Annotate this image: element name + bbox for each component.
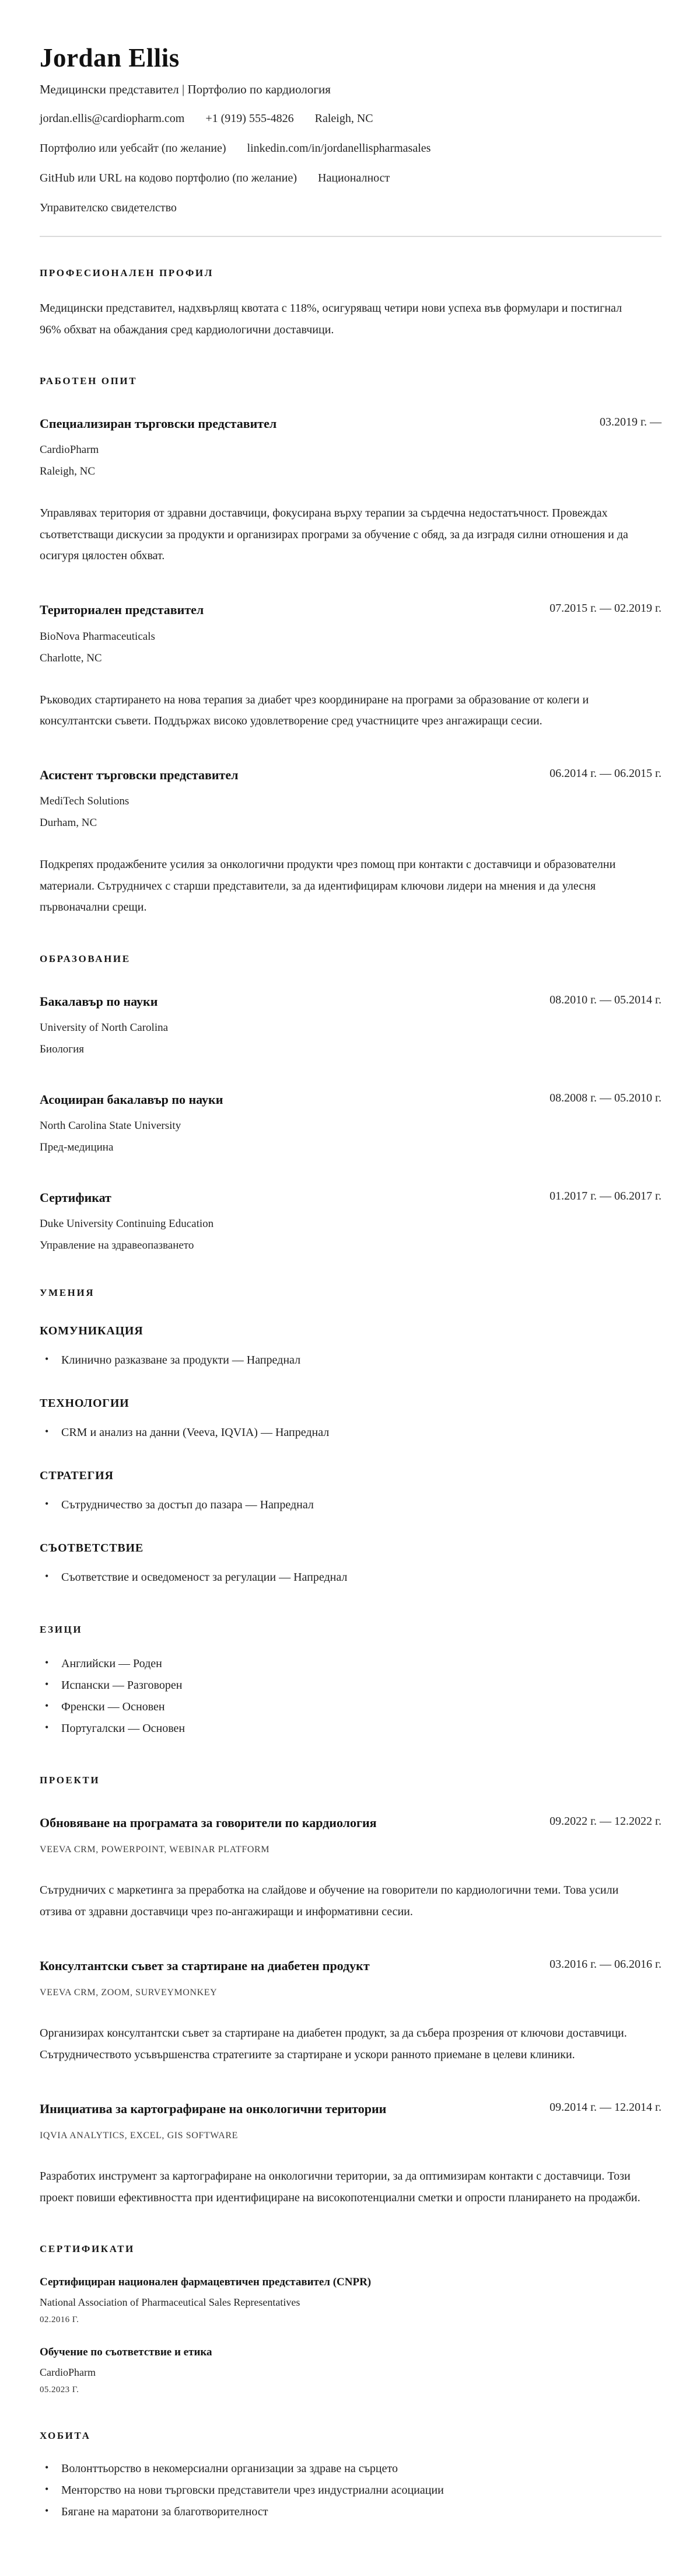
certification-date: 05.2023 Г. bbox=[40, 2385, 79, 2394]
job-entry bbox=[40, 765, 662, 918]
job-entry bbox=[40, 600, 662, 731]
education-entry bbox=[40, 1188, 662, 1252]
section-hobbies bbox=[40, 2430, 662, 2523]
job-location: Durham, NC bbox=[40, 817, 97, 829]
job-company: MediTech Solutions bbox=[40, 795, 130, 808]
education-dates: 08.2010 г. — 05.2014 г. bbox=[550, 993, 662, 1006]
section-profile bbox=[40, 267, 662, 340]
education-school: North Carolina State University bbox=[40, 1119, 181, 1132]
project-dates: 09.2014 г. — 12.2014 г. bbox=[550, 2101, 662, 2114]
hobby-item: • Бягане на маратони за благотворителност bbox=[40, 2501, 662, 2523]
job-description: Управлявах територия от здравни доставчици, фокусирана върху терапии за сърдечна недостатъчност. Провеждах съответстващи дискусии за продукти и организирах програми за обучение с обяд, за да изградя силни отношения и да осигуря цялостен обхват. bbox=[40, 507, 628, 563]
project-tools: IQVIA ANALYTICS, EXCEL, GIS SOFTWARE bbox=[40, 2131, 238, 2141]
education-school: University of North Carolina bbox=[40, 1021, 169, 1034]
section-heading-projects: ПРОЕКТИ bbox=[40, 1775, 100, 1786]
language-item: • Английски — Роден bbox=[40, 1653, 662, 1675]
contact-row bbox=[40, 112, 662, 126]
section-certifications bbox=[40, 2243, 662, 2395]
certification-title: Сертифициран национален фармацевтичен представител (CNPR) bbox=[40, 2275, 372, 2288]
contact-github-label: GitHub или URL на кодово портфолио (по желание) bbox=[40, 172, 297, 185]
hobby-list bbox=[40, 2458, 662, 2523]
education-entry bbox=[40, 1090, 662, 1154]
skill-group-strategy bbox=[40, 1469, 662, 1516]
language-item: • Испански — Разговорен bbox=[40, 1675, 662, 1696]
job-title: Специализиран търговски представител bbox=[40, 416, 277, 431]
contact-portfolio-label: Портфолио или уебсайт (по желание) bbox=[40, 142, 226, 155]
job-location: Raleigh, NC bbox=[40, 465, 95, 478]
certification-date: 02.2016 Г. bbox=[40, 2314, 79, 2324]
section-heading-experience: РАБОТЕН ОПИТ bbox=[40, 375, 138, 387]
education-dates: 01.2017 г. — 06.2017 г. bbox=[550, 1189, 662, 1202]
job-entry bbox=[40, 414, 662, 566]
job-entry-head bbox=[40, 765, 662, 785]
skill-group-compliance bbox=[40, 1542, 662, 1588]
certification-entry bbox=[40, 2276, 662, 2325]
section-education bbox=[40, 953, 662, 1252]
contact-row bbox=[40, 201, 662, 215]
skill-group-technologies bbox=[40, 1397, 662, 1444]
project-description: Организирах консултантски съвет за стартиране на диабетен продукт, за да събера прозрения от ключови доставчици. Сътрудничеството усъвършенства стратегиите за стартиране и ускори ранното приемане в целеви клиники. bbox=[40, 2027, 627, 2061]
project-description: Сътрудничих с маркетинга за преработка на слайдове и обучение на говорители по кардиологични теми. Това усили отзива от здравни доставчици чрез по-ангажиращи и информативни сесии. bbox=[40, 1884, 619, 1918]
contact-email: jordan.ellis@cardiopharm.com bbox=[40, 112, 185, 126]
contact-location: Raleigh, NC bbox=[314, 112, 373, 126]
job-company: BioNova Pharmaceuticals bbox=[40, 630, 155, 643]
project-dates: 03.2016 г. — 06.2016 г. bbox=[550, 1958, 662, 1971]
certification-org: National Association of Pharmaceutical Sales Representatives bbox=[40, 2296, 300, 2308]
job-entry-head bbox=[40, 414, 662, 434]
certification-org: CardioPharm bbox=[40, 2366, 96, 2378]
project-entry bbox=[40, 1956, 662, 2065]
project-title: Инициатива за картографиране на онкологични територии bbox=[40, 2101, 387, 2117]
education-field: Управление на здравеопазването bbox=[40, 1239, 194, 1252]
project-dates: 09.2022 г. — 12.2022 г. bbox=[550, 1815, 662, 1828]
skill-group-name: СЪОТВЕТСТВИЕ bbox=[40, 1542, 144, 1555]
project-tools: VEEVA CRM, ZOOM, SURVEYMONKEY bbox=[40, 1988, 218, 1998]
skill-group-name: КОМУНИКАЦИЯ bbox=[40, 1324, 144, 1337]
section-heading-languages: ЕЗИЦИ bbox=[40, 1623, 83, 1635]
contact-row bbox=[40, 142, 662, 155]
project-description: Разработих инструмент за картографиране на онкологични територии, за да оптимизирам контакти с доставчици. Този проект повиши ефективността при идентифициране на високопотенциални сметки и опрости планирането на продажби. bbox=[40, 2170, 640, 2204]
project-entry-head bbox=[40, 1813, 662, 1833]
project-tools: VEEVA CRM, POWERPOINT, WEBINAR PLATFORM bbox=[40, 1845, 270, 1855]
education-entry-head bbox=[40, 992, 662, 1012]
section-heading-skills: УМЕНИЯ bbox=[40, 1287, 95, 1298]
contact-row bbox=[40, 172, 662, 185]
project-title: Обновяване на програмата за говорители по кардиология bbox=[40, 1815, 377, 1831]
skill-item: • Сътрудничество за достъп до пазара — Напреднал bbox=[40, 1494, 662, 1516]
education-school: Duke University Continuing Education bbox=[40, 1217, 214, 1230]
header-divider bbox=[40, 236, 662, 237]
skill-item: • Клинично разказване за продукти — Напреднал bbox=[40, 1350, 662, 1371]
job-company: CardioPharm bbox=[40, 444, 99, 456]
skill-list bbox=[40, 1494, 662, 1516]
job-dates: 06.2014 г. — 06.2015 г. bbox=[550, 767, 662, 780]
hobby-item: • Волонттьорство в некомерсиални организации за здраве на сърцето bbox=[40, 2458, 662, 2480]
job-description: Ръководих стартирането на нова терапия за диабет чрез координиране на програми за образование от колеги и консултантски съвети. Поддържах високо удовлетворение сред участниците чрез ангажиращи сесии. bbox=[40, 693, 589, 727]
candidate-headline: Медицински представител | Портфолио по кардиология bbox=[40, 82, 331, 97]
section-projects bbox=[40, 1775, 662, 2208]
section-experience bbox=[40, 375, 662, 918]
skill-list bbox=[40, 1422, 662, 1444]
skill-list bbox=[40, 1350, 662, 1371]
candidate-name: Jordan Ellis bbox=[40, 43, 180, 72]
skill-list bbox=[40, 1567, 662, 1588]
contact-block bbox=[40, 112, 662, 215]
skill-group-name: СТРАТЕГИЯ bbox=[40, 1469, 114, 1483]
skill-item: • CRM и анализ на данни (Veeva, IQVIA) — Напреднал bbox=[40, 1422, 662, 1444]
education-degree: Сертификат bbox=[40, 1190, 111, 1205]
job-description: Подкрепях продажбените усилия за онкологични продукти чрез помощ при контакти с доставчици и образователни материали. Сътрудничех с старши представители, за да идентифицирам ключови лидери на мнения и да улесня първоначални срещи. bbox=[40, 858, 616, 914]
skill-item: • Съответствие и осведоменост за регулации — Напреднал bbox=[40, 1567, 662, 1588]
education-entry-head bbox=[40, 1188, 662, 1208]
education-entry-head bbox=[40, 1090, 662, 1110]
language-list bbox=[40, 1653, 662, 1740]
job-dates: 07.2015 г. — 02.2019 г. bbox=[550, 602, 662, 615]
education-field: Пред-медицина bbox=[40, 1141, 114, 1153]
skill-group-communication bbox=[40, 1324, 662, 1371]
certification-entry bbox=[40, 2346, 662, 2395]
project-entry bbox=[40, 2099, 662, 2208]
profile-text: Медицински представител, надхвърлящ квотата с 118%, осигуряващ четири нови успеха във формулари и постигнал 96% обхват на обаждания сред кардиологични доставчици. bbox=[40, 302, 622, 336]
contact-linkedin: linkedin.com/in/jordanellispharmasales bbox=[247, 142, 431, 155]
section-languages bbox=[40, 1624, 662, 1740]
education-entry bbox=[40, 992, 662, 1056]
section-heading-education: ОБРАЗОВАНИЕ bbox=[40, 953, 131, 964]
job-location: Charlotte, NC bbox=[40, 651, 102, 664]
project-entry bbox=[40, 1813, 662, 1922]
language-item: • Португалски — Основен bbox=[40, 1718, 662, 1740]
section-skills bbox=[40, 1287, 662, 1589]
language-item: • Френски — Основен bbox=[40, 1696, 662, 1718]
job-title: Асистент търговски представител bbox=[40, 768, 239, 783]
education-degree: Асоцииран бакалавър по науки bbox=[40, 1092, 223, 1107]
certification-title: Обучение по съответствие и етика bbox=[40, 2345, 212, 2358]
education-degree: Бакалавър по науки bbox=[40, 994, 158, 1009]
skill-group-name: ТЕХНОЛОГИИ bbox=[40, 1397, 130, 1410]
contact-phone: +1 (919) 555-4826 bbox=[205, 112, 294, 126]
section-heading-hobbies: ХОБИТА bbox=[40, 2429, 91, 2441]
education-dates: 08.2008 г. — 05.2010 г. bbox=[550, 1091, 662, 1104]
job-entry-head bbox=[40, 600, 662, 620]
project-entry-head bbox=[40, 2099, 662, 2119]
contact-nationality-label: Националност bbox=[318, 172, 390, 185]
hobby-item: • Менторство на нови търговски представители чрез индустриални асоциации bbox=[40, 2480, 662, 2501]
contact-driving-license-label: Управителско свидетелство bbox=[40, 201, 177, 215]
job-dates: 03.2019 г. — bbox=[600, 416, 662, 429]
project-entry-head bbox=[40, 1956, 662, 1976]
project-title: Консултантски съвет за стартиране на диабетен продукт bbox=[40, 1958, 370, 1974]
section-heading-profile: ПРОФЕСИОНАЛЕН ПРОФИЛ bbox=[40, 267, 214, 279]
education-field: Биология bbox=[40, 1043, 85, 1055]
resume-header bbox=[40, 43, 662, 215]
section-heading-certifications: СЕРТИФИКАТИ bbox=[40, 2243, 135, 2254]
job-title: Териториален представител bbox=[40, 602, 204, 618]
